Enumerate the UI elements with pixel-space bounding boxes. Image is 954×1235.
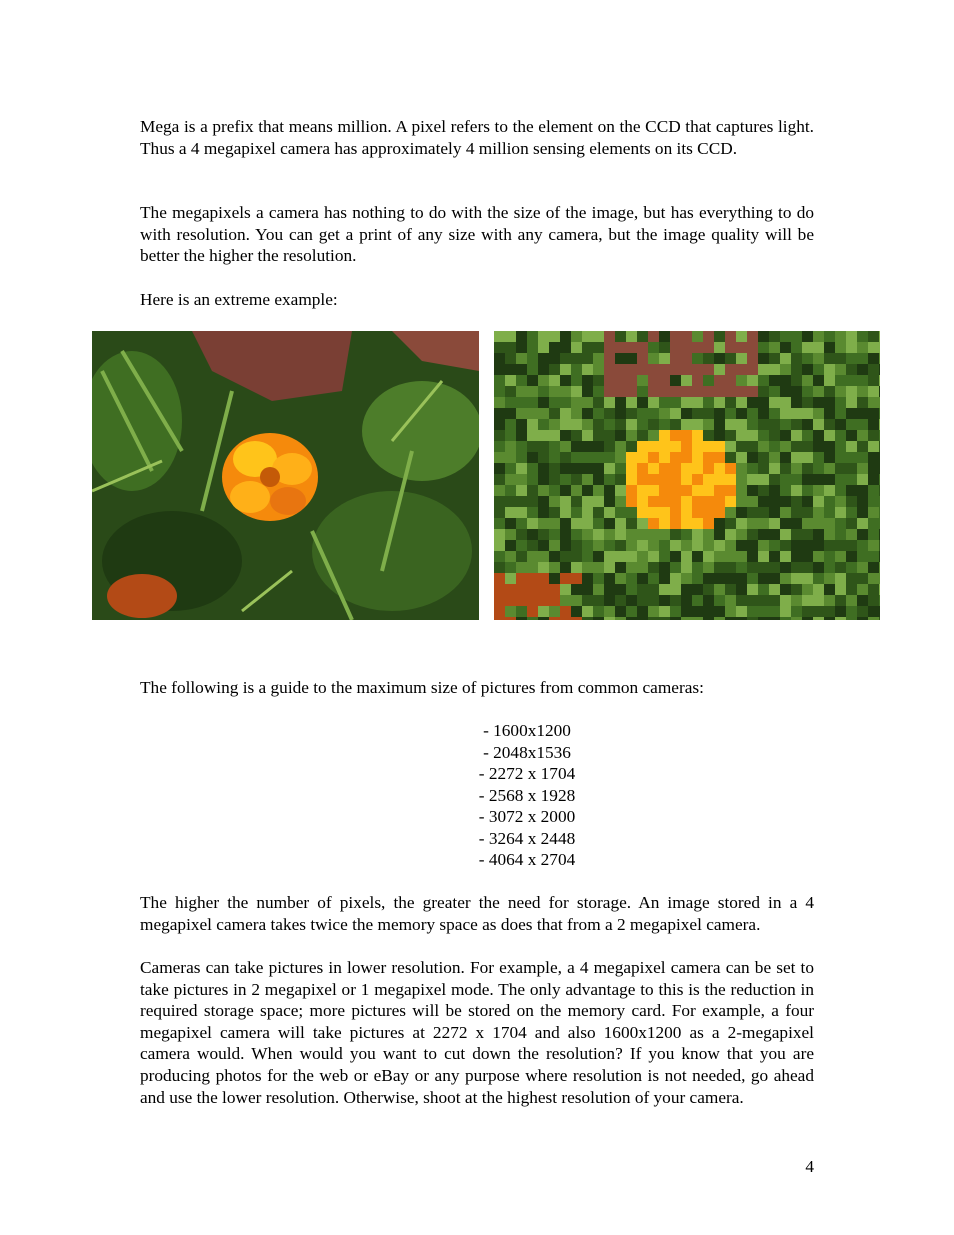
picture-size-item: - 3072 x 2000	[478, 807, 576, 826]
picture-size-item: - 2272 x 1704	[478, 764, 576, 783]
picture-size-item: - 3264 x 2448	[478, 828, 576, 848]
paragraph-lower-resolution: Cameras can take pictures in lower resolution. For example, a 4 megapixel camera can be set to take pictures in 2 megapixel or 1 megapixel mode. The only advantage to this is the reduction in required storage space; more pictures will be stored on the memory card. For example, a four megapixel camera will take pictures at 2272 x 1704 and also 1600x1200 as a 2-megapixel camera would. When would you want to cut down the resolution? If you know that you are producing photos for the web or eBay or any purpose where resolution is not needed, go ahead and use the lower resolution. Otherwise, shoot at the highest resolution of your camera.	[140, 958, 814, 1107]
picture-size-item: - 1600x1200	[483, 721, 571, 740]
picture-size-item: - 4064 x 2704	[478, 850, 576, 869]
paragraph-size-guide-intro: The following is a guide to the maximum size of pictures from common cameras:	[140, 678, 704, 697]
paragraph-storage: The higher the number of pixels, the greater the need for storage. An image stored in a 4 megapixel camera takes twice the memory space as does that from a 2 megapixel camera.	[140, 893, 814, 934]
picture-size-list	[420, 720, 634, 871]
picture-size-item: - 2568 x 1928	[478, 785, 576, 805]
paragraph-resolution: The megapixels a camera has nothing to do with the size of the image, but has everything to do with resolution. You can get a print of any size with any camera, but the image quality will be better the higher the resolution.	[140, 203, 814, 266]
paragraph-example-intro: Here is an extreme example:	[140, 290, 338, 309]
picture-size-item: - 2048x1536	[483, 742, 571, 762]
paragraph-megapixel-definition: Mega is a prefix that means million. A pixel refers to the element on the CCD that captures light. Thus a 4 megapixel camera has approximately 4 million sensing elements on its CCD.	[140, 117, 814, 158]
page-number: 4	[805, 1157, 814, 1176]
marigold-photo-high-resolution	[92, 331, 479, 620]
marigold-photo-low-resolution	[494, 331, 880, 620]
